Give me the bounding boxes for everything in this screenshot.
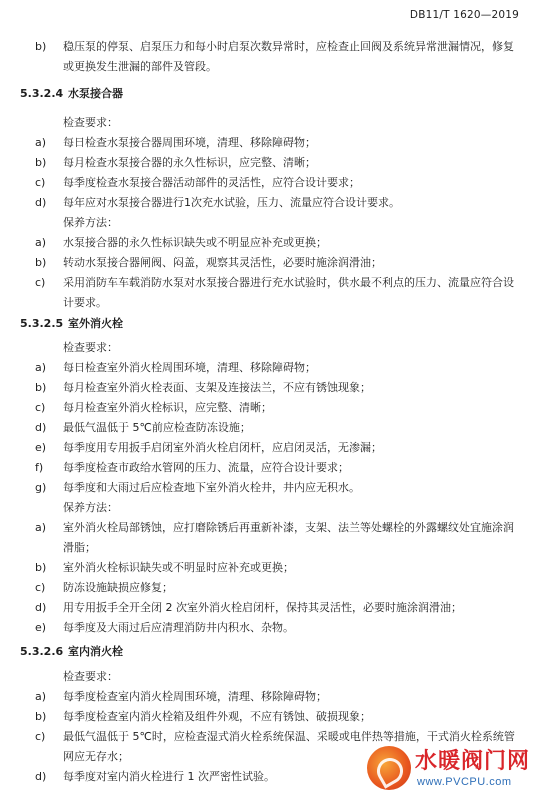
section-title: 水泵接合器	[68, 87, 123, 100]
list-item	[0, 39, 541, 71]
watermark-url: www.PVCPU.com	[417, 776, 512, 788]
watermark-name: 水暖阀门网	[415, 749, 531, 774]
doc-code: DB11/T 1620—2019	[409, 9, 519, 21]
section-title: 室外消火栓	[68, 317, 123, 330]
section-title: 室内消火栓	[68, 645, 123, 658]
list-item: c) 最低气温低于 5℃时，应检查湿式消火栓系统保温、采暖或电伴热等措施，干式消火栓系统管网应无存水；	[35, 730, 515, 763]
item-mark: b)	[35, 40, 47, 53]
section-number: 5.3.2.5	[20, 317, 64, 330]
section-number: 5.3.2.6	[20, 645, 64, 658]
watermark	[367, 744, 535, 796]
watermark-logo-icon	[367, 746, 411, 790]
section-number: 5.3.2.4	[20, 87, 64, 100]
list-item: a) 室外消火栓局部锈蚀，应打磨除锈后再重新补漆，支架、法兰等处螺栓的外露螺纹处宜施涂润滑脂；	[35, 521, 514, 554]
list-item: c) 采用消防车车载消防水泵对水泵接合器进行充水试验时，供水最不利点的压力、流量应符合设计要求。	[35, 276, 514, 309]
item-text: 稳压泵的停泵、启泵压力和每小时启泵次数异常时，应检查止回阀及系统异常泄漏情况，修复或更换发生泄漏的部件及管段。	[63, 40, 514, 73]
